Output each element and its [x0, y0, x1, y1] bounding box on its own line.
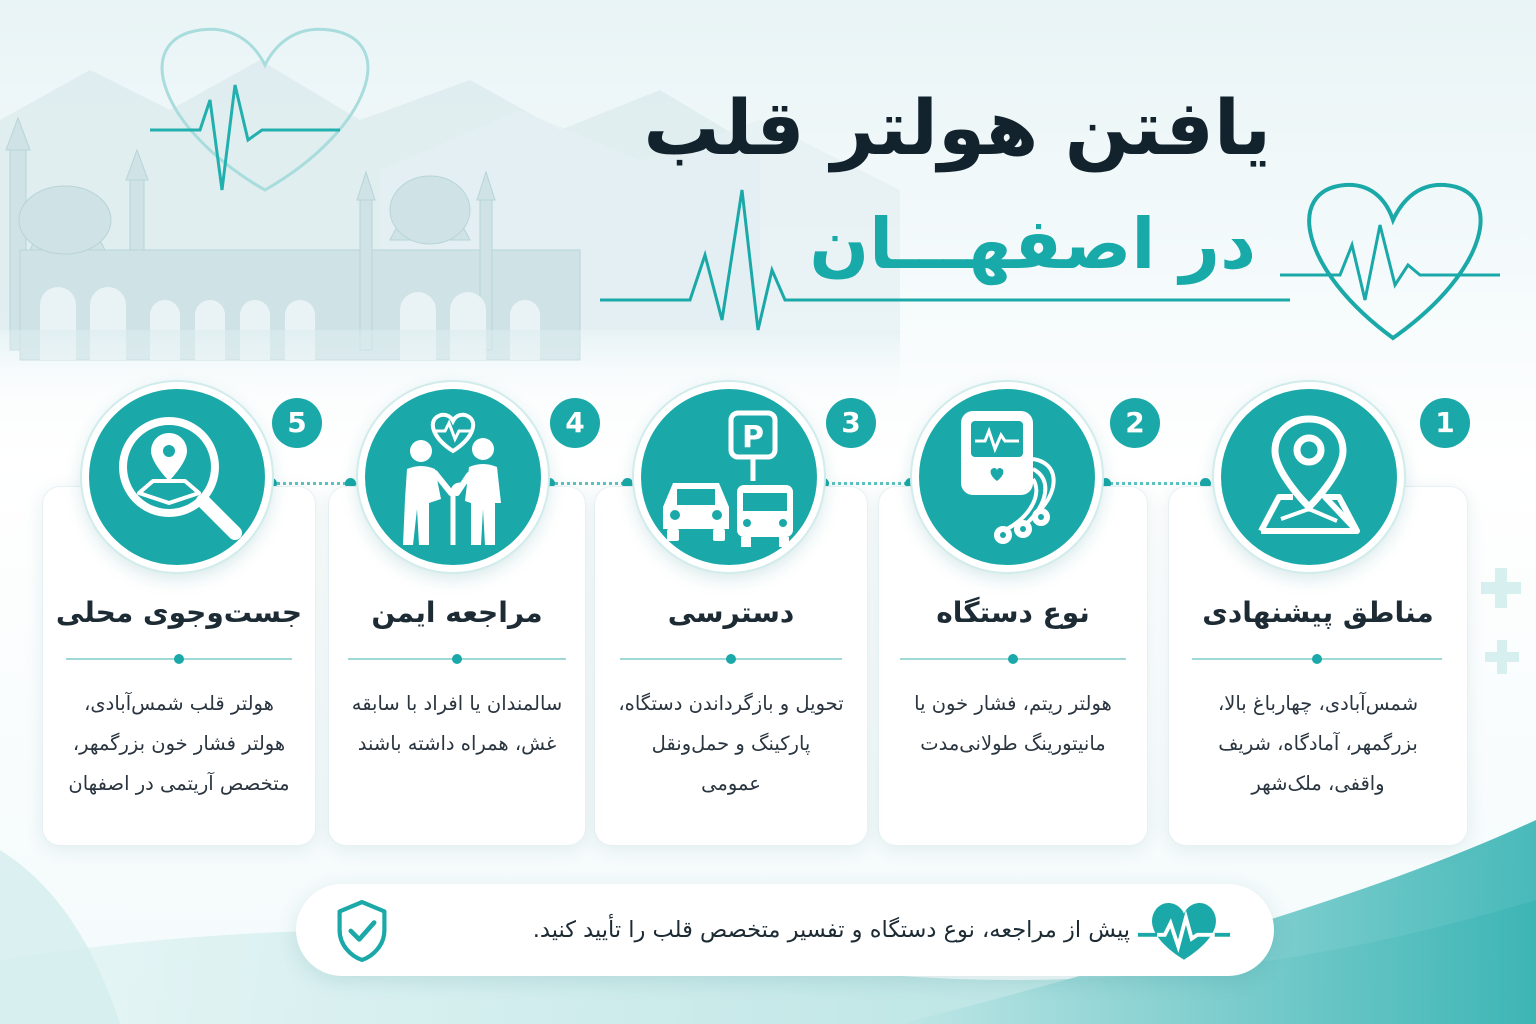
- step-divider-dot-4: [452, 654, 462, 664]
- step-title-4: مراجعه ایمن: [371, 596, 543, 629]
- step-text-4: [328, 684, 586, 764]
- step-title-5: جست‌وجوی محلی: [55, 596, 303, 629]
- step-divider-dot-2: [1008, 654, 1018, 664]
- step-divider-dot-5: [174, 654, 184, 664]
- step-text-line: واقفی، ملک‌شهر: [1251, 772, 1385, 795]
- step-icon-circle-1: [1214, 382, 1404, 572]
- step-text-line: هولتر ریتم، فشار خون یا: [914, 692, 1112, 715]
- note-text: پیش از مراجعه، نوع دستگاه و تفسیر متخصص قلب را تأیید کنید.: [532, 917, 1130, 943]
- step-text-line: متخصص آریتمی در اصفهان: [68, 772, 290, 795]
- heart-pulse-icon: [1136, 896, 1232, 964]
- connector-dots: [1105, 482, 1203, 485]
- step-text-line: غش، همراه داشته باشند: [357, 732, 557, 755]
- elderly-care-icon: [365, 389, 541, 565]
- step-number-2: 2: [1110, 398, 1160, 448]
- step-text-3: [594, 684, 868, 804]
- step-icon-circle-4: [358, 382, 548, 572]
- step-text-line: بزرگمهر، آمادگاه، شریف: [1218, 732, 1418, 755]
- step-text-line: مانیتورینگ طولانی‌مدت: [920, 732, 1106, 755]
- local-search-icon: [89, 389, 265, 565]
- step-text-line: عمومی: [701, 772, 761, 795]
- step-text-line: شمس‌آبادی، چهارباغ بالا،: [1217, 692, 1419, 715]
- step-text-line: پارکینگ و حمل‌ونقل: [651, 732, 811, 755]
- step-text-line: هولتر قلب شمس‌آبادی،: [84, 692, 274, 715]
- step-number-4: 4: [550, 398, 600, 448]
- step-number-5: 5: [272, 398, 322, 448]
- step-text-line: هولتر فشار خون بزرگمهر،: [72, 732, 286, 755]
- shield-check-icon: [334, 898, 390, 964]
- step-icon-circle-5: [82, 382, 272, 572]
- step-text-5: [42, 684, 316, 804]
- step-title-2: نوع دستگاه: [936, 596, 1090, 629]
- step-number-3: 3: [826, 398, 876, 448]
- parking-transport-icon: [641, 389, 817, 565]
- step-icon-circle-3: [634, 382, 824, 572]
- step-text-line: سالمندان یا افراد با سابقه: [351, 692, 563, 715]
- page-subtitle: در اصفهـــان: [809, 203, 1256, 285]
- step-title-1: مناطق پیشنهادی: [1202, 596, 1434, 629]
- step-number-1: 1: [1420, 398, 1470, 448]
- step-text-1: [1168, 684, 1468, 804]
- step-text-line: تحویل و بازگرداندن دستگاه،: [618, 692, 844, 715]
- step-divider-dot-3: [726, 654, 736, 664]
- step-title-3: دسترسی: [667, 596, 795, 629]
- step-text-2: [878, 684, 1148, 764]
- svg-text:P: P: [742, 420, 764, 455]
- step-icon-circle-2: [912, 382, 1102, 572]
- step-divider-dot-1: [1312, 654, 1322, 664]
- page-title: یافتن هولتر قلب: [643, 83, 1271, 172]
- holter-device-icon: [919, 389, 1095, 565]
- map-pin-icon: [1221, 389, 1397, 565]
